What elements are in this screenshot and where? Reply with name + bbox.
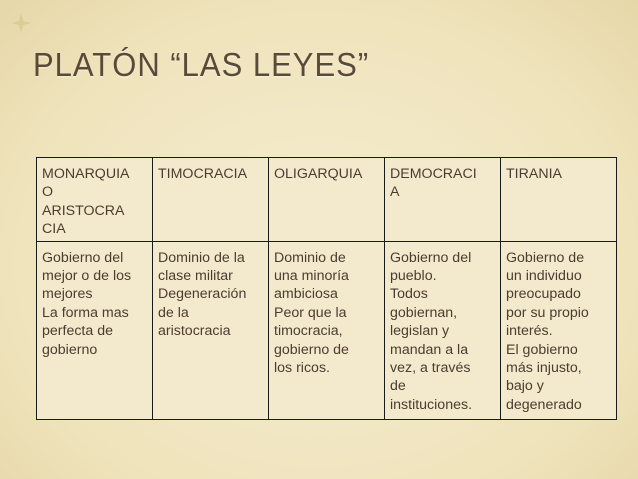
cell-line: pueblo. <box>390 268 437 285</box>
cell-line: clase militar <box>158 268 233 285</box>
cell-line: una minoría <box>274 268 349 285</box>
header-cell-democracia <box>385 158 501 242</box>
cell-line: El gobierno <box>506 341 578 358</box>
cell-line: Gobierno del <box>42 249 124 266</box>
cell-line: Gobierno de <box>506 249 585 266</box>
cell-line: interés. <box>506 323 553 340</box>
header-line: A <box>390 184 400 201</box>
cell-line: Degeneración <box>158 286 247 303</box>
header-line: OLIGARQUIA <box>274 166 363 182</box>
header-line: CIA <box>42 221 66 238</box>
cell-line: degenerado <box>506 396 582 413</box>
cell-oligarquia-description <box>269 241 385 419</box>
cell-line: Dominio de la <box>158 249 245 266</box>
cell-democracia-description <box>385 241 501 419</box>
cell-line: legislan y <box>390 323 450 340</box>
cell-line: mejor o de los <box>42 268 132 285</box>
header-line: DEMOCRACI <box>390 166 477 182</box>
cell-timocracia-description <box>153 241 269 419</box>
ornament-icon <box>10 12 32 34</box>
cell-line: Dominio de <box>274 249 346 266</box>
cell-line: gobierno <box>42 341 98 358</box>
cell-line: por su propio <box>506 304 589 321</box>
header-line: TIMOCRACIA <box>158 166 248 182</box>
cell-line: Peor que la <box>274 304 347 321</box>
header-cell-monarquia <box>37 158 153 242</box>
table-header-row <box>37 158 617 242</box>
page-title: PLATÓN “LAS LEYES” <box>33 46 370 84</box>
cell-line: timocracia, <box>274 323 343 340</box>
cell-line: ambiciosa <box>274 286 338 303</box>
cell-line: mandan a la <box>390 341 469 358</box>
header-line: TIRANIA <box>506 166 562 182</box>
header-cell-oligarquia <box>269 158 385 242</box>
cell-line: aristocracia <box>158 323 231 340</box>
cell-line: de la <box>158 304 189 321</box>
cell-line: La forma mas <box>42 304 129 321</box>
cell-line: los ricos. <box>274 360 330 377</box>
header-line: ARISTOCRA <box>42 202 125 219</box>
cell-line: bajo y <box>506 378 544 395</box>
table-row <box>37 241 617 419</box>
cell-line: gobierno de <box>274 341 349 358</box>
cell-monarquia-description <box>37 241 153 419</box>
header-cell-tirania <box>501 158 617 242</box>
header-line: MONARQUIA <box>42 166 130 182</box>
header-cell-timocracia <box>153 158 269 242</box>
cell-line: vez, a través <box>390 360 471 377</box>
cell-tirania-description <box>501 241 617 419</box>
comparison-table <box>36 157 616 420</box>
cell-line: preocupado <box>506 286 581 303</box>
cell-line: un individuo <box>506 268 582 285</box>
forms-of-government-table <box>36 157 617 420</box>
cell-line: mejores <box>42 286 93 303</box>
cell-line: Gobierno del <box>390 249 472 266</box>
cell-line: más injusto, <box>506 360 582 377</box>
cell-line: perfecta de <box>42 323 113 340</box>
cell-line: de <box>390 378 406 395</box>
cell-line: gobiernan, <box>390 304 458 321</box>
header-line: O <box>42 184 54 201</box>
cell-line: instituciones. <box>390 396 473 413</box>
cell-line: Todos <box>390 286 428 303</box>
